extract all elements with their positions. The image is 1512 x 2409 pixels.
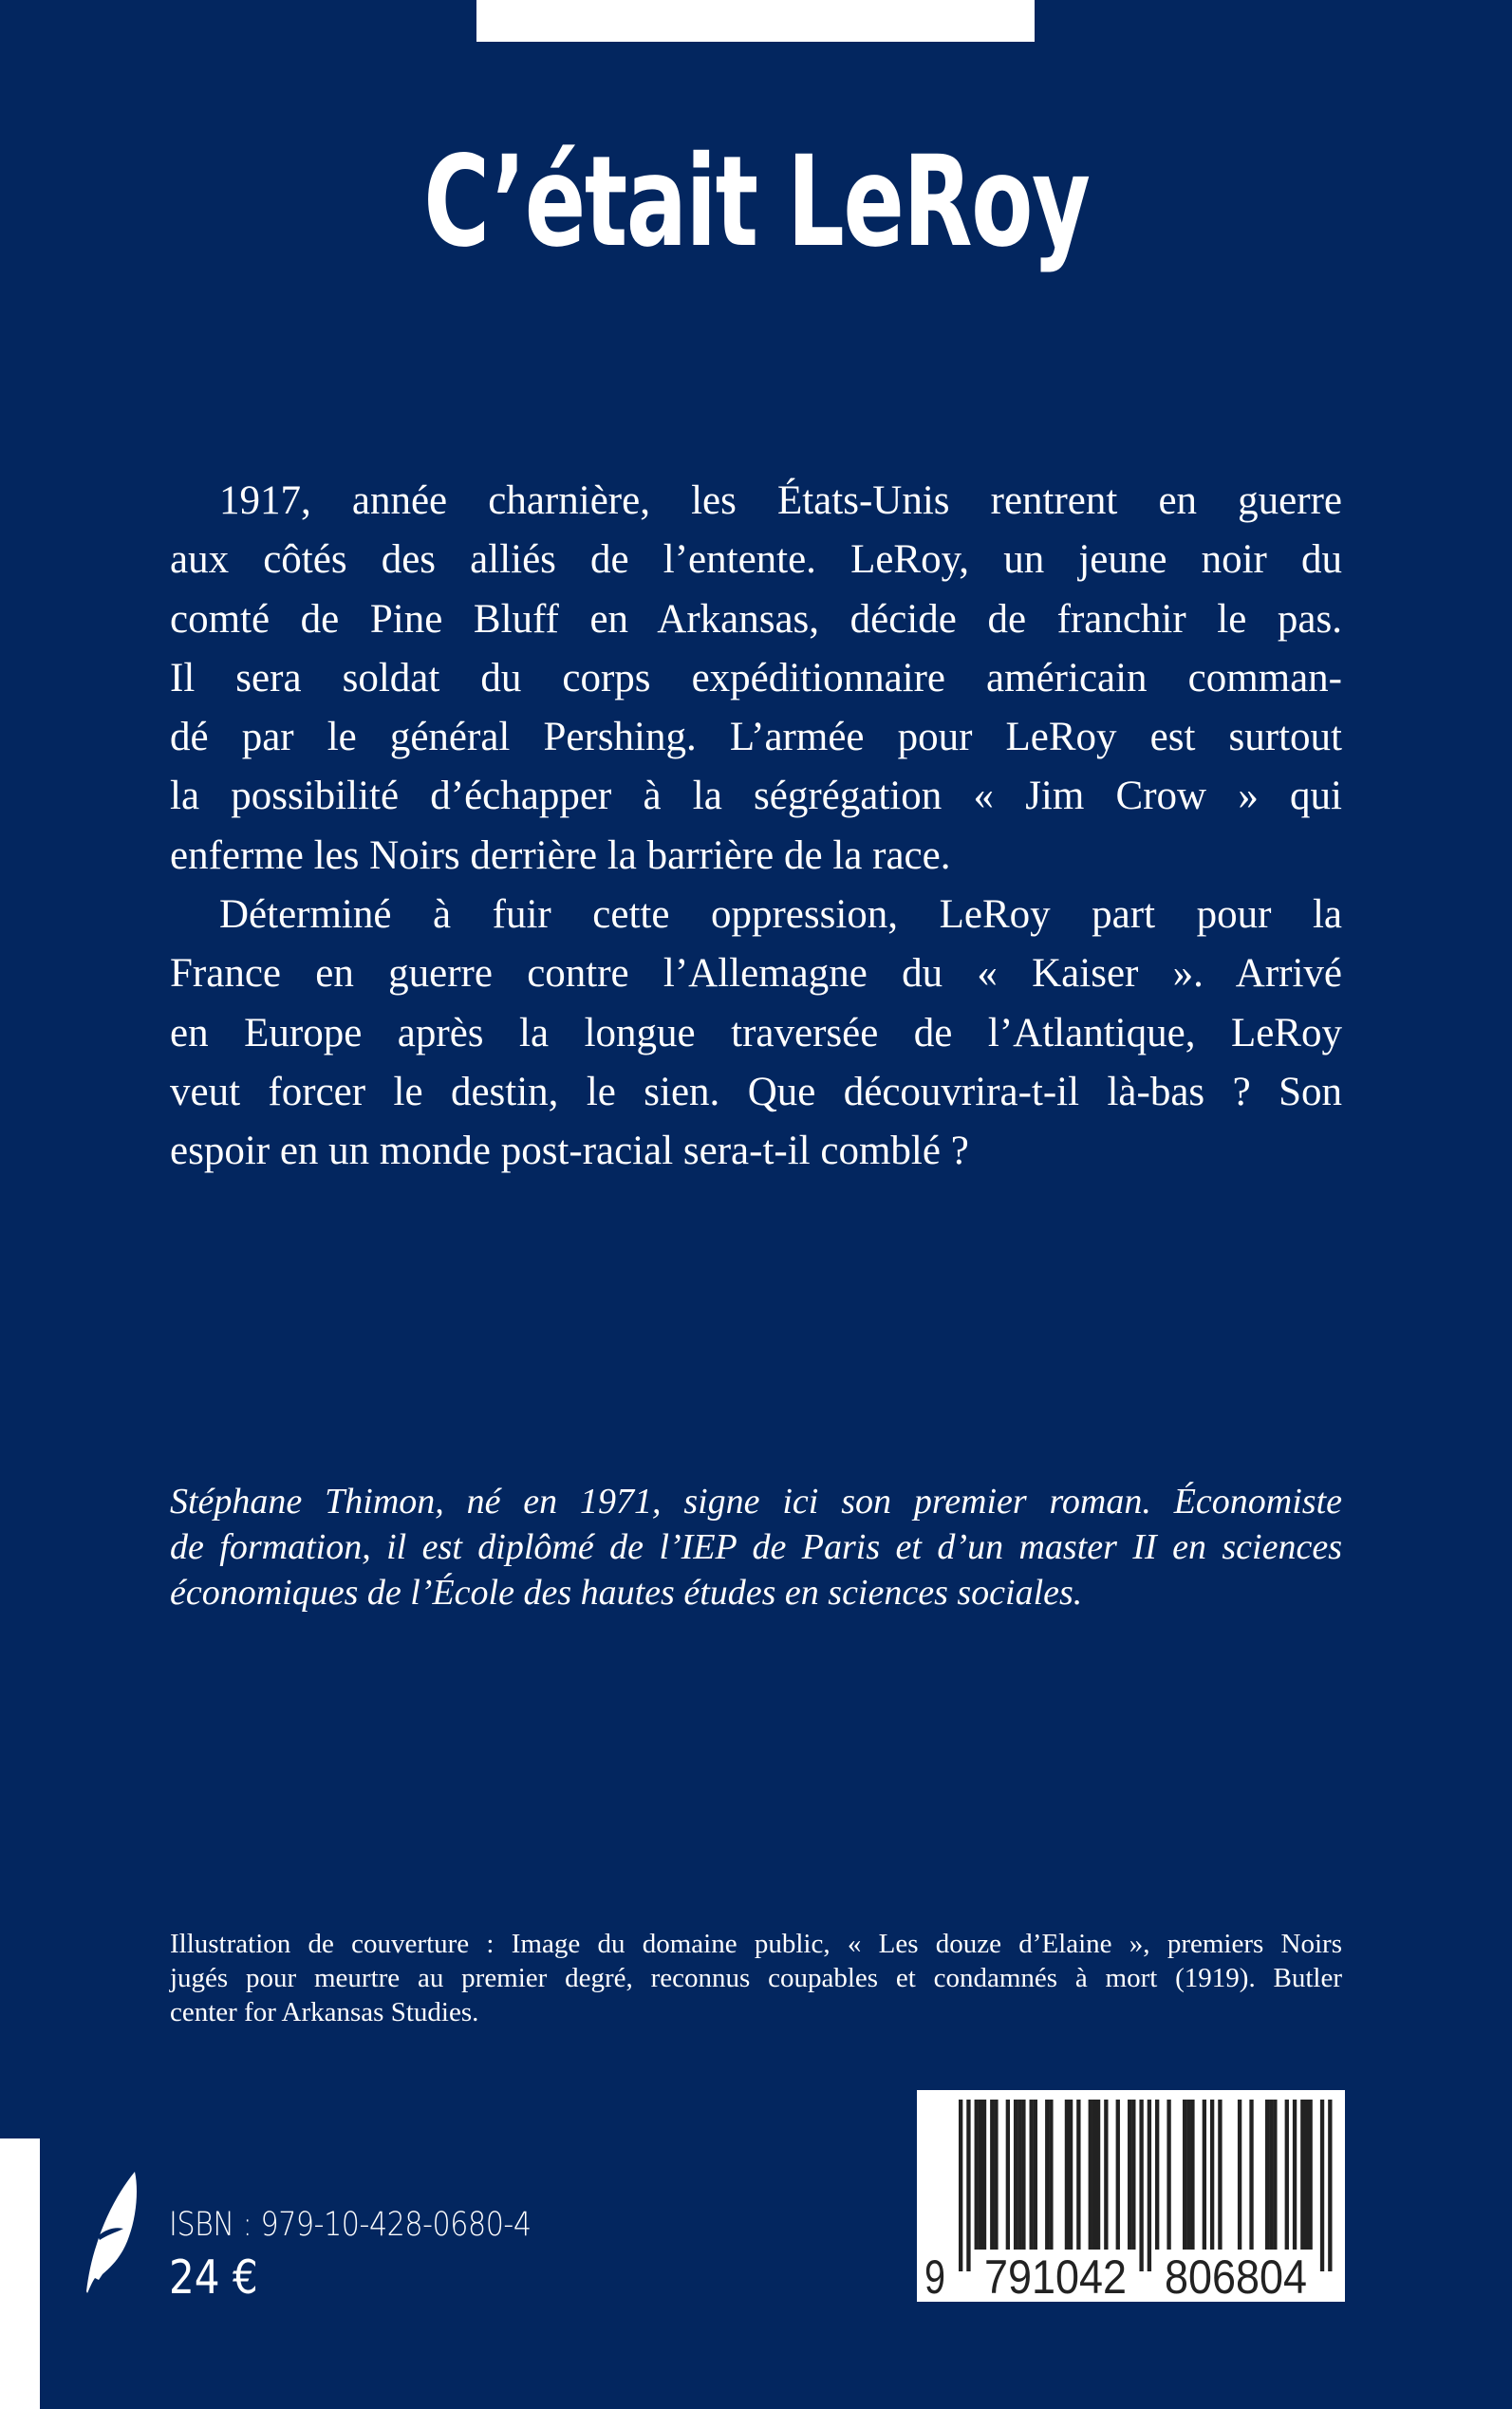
title-block (0, 131, 1512, 283)
author-bio-line: économiques de l’École des hautes études en sciences sociales. (170, 1573, 1083, 1613)
book-title: C’était LeRoy (422, 129, 1090, 275)
svg-text:9: 9 (924, 2250, 945, 2302)
author-bio-line: Stéphane Thimon, né en 1971, signe ici son premier roman. Économiste (170, 1482, 1342, 1522)
synopsis-line: aux côtés des alliés de l’entente. LeRoy, un jeune noir du (170, 537, 1342, 583)
credit-line: Illustration de couverture : Image du domaine public, « Les douze d’Elaine », premiers Noirs (170, 1929, 1342, 1959)
barcode (917, 2090, 1345, 2302)
synopsis-line: France en guerre contre l’Allemagne du « Kaiser ». Arrivé (170, 951, 1342, 997)
spine-strip (0, 2138, 40, 2409)
svg-text:791042: 791042 (984, 2250, 1127, 2302)
synopsis-line: enferme les Noirs derrière la barrière de la race. (170, 832, 951, 878)
barcode-bars (917, 2090, 1345, 2302)
illustration-credit (170, 1927, 1342, 2029)
synopsis-line: 1917, année charnière, les États-Unis rentrent en guerre (219, 478, 1342, 523)
credit-line: jugés pour meurtre au premier degré, reconnus coupables et condamnés à mort (1919). Butler (170, 1963, 1342, 1993)
synopsis-line: la possibilité d’échapper à la ségrégation « Jim Crow » qui (170, 774, 1342, 819)
author-bio-line: de formation, il est diplômé de l’IEP de Paris et d’un master II en sciences (170, 1527, 1342, 1567)
synopsis-line: Déterminé à fuir cette oppression, LeRoy part pour la (219, 892, 1342, 938)
synopsis-line: comté de Pine Bluff en Arkansas, décide de franchir le pas. (170, 596, 1342, 642)
top-white-bar (476, 0, 1035, 42)
feather-icon (82, 2170, 140, 2295)
svg-text:806804: 806804 (1165, 2250, 1307, 2302)
price-text: 24 € (169, 2250, 258, 2305)
synopsis-line: Il sera soldat du corps expéditionnaire américain comman- (170, 655, 1342, 700)
synopsis-line: dé par le général Pershing. L’armée pour LeRoy est surtout (170, 715, 1342, 760)
author-bio (170, 1479, 1342, 1615)
credit-line: center for Arkansas Studies. (170, 1997, 479, 2027)
synopsis-line: espoir en un monde post-racial sera-t-il comblé ? (170, 1129, 969, 1174)
isbn-text: ISBN : 979-10-428-0680-4 (169, 2206, 532, 2244)
synopsis-line: en Europe après la longue traversée de l’Atlantique, LeRoy (170, 1010, 1342, 1055)
synopsis (170, 472, 1342, 1182)
synopsis-line: veut forcer le destin, le sien. Que découvrira-t-il là-bas ? Son (170, 1069, 1342, 1114)
